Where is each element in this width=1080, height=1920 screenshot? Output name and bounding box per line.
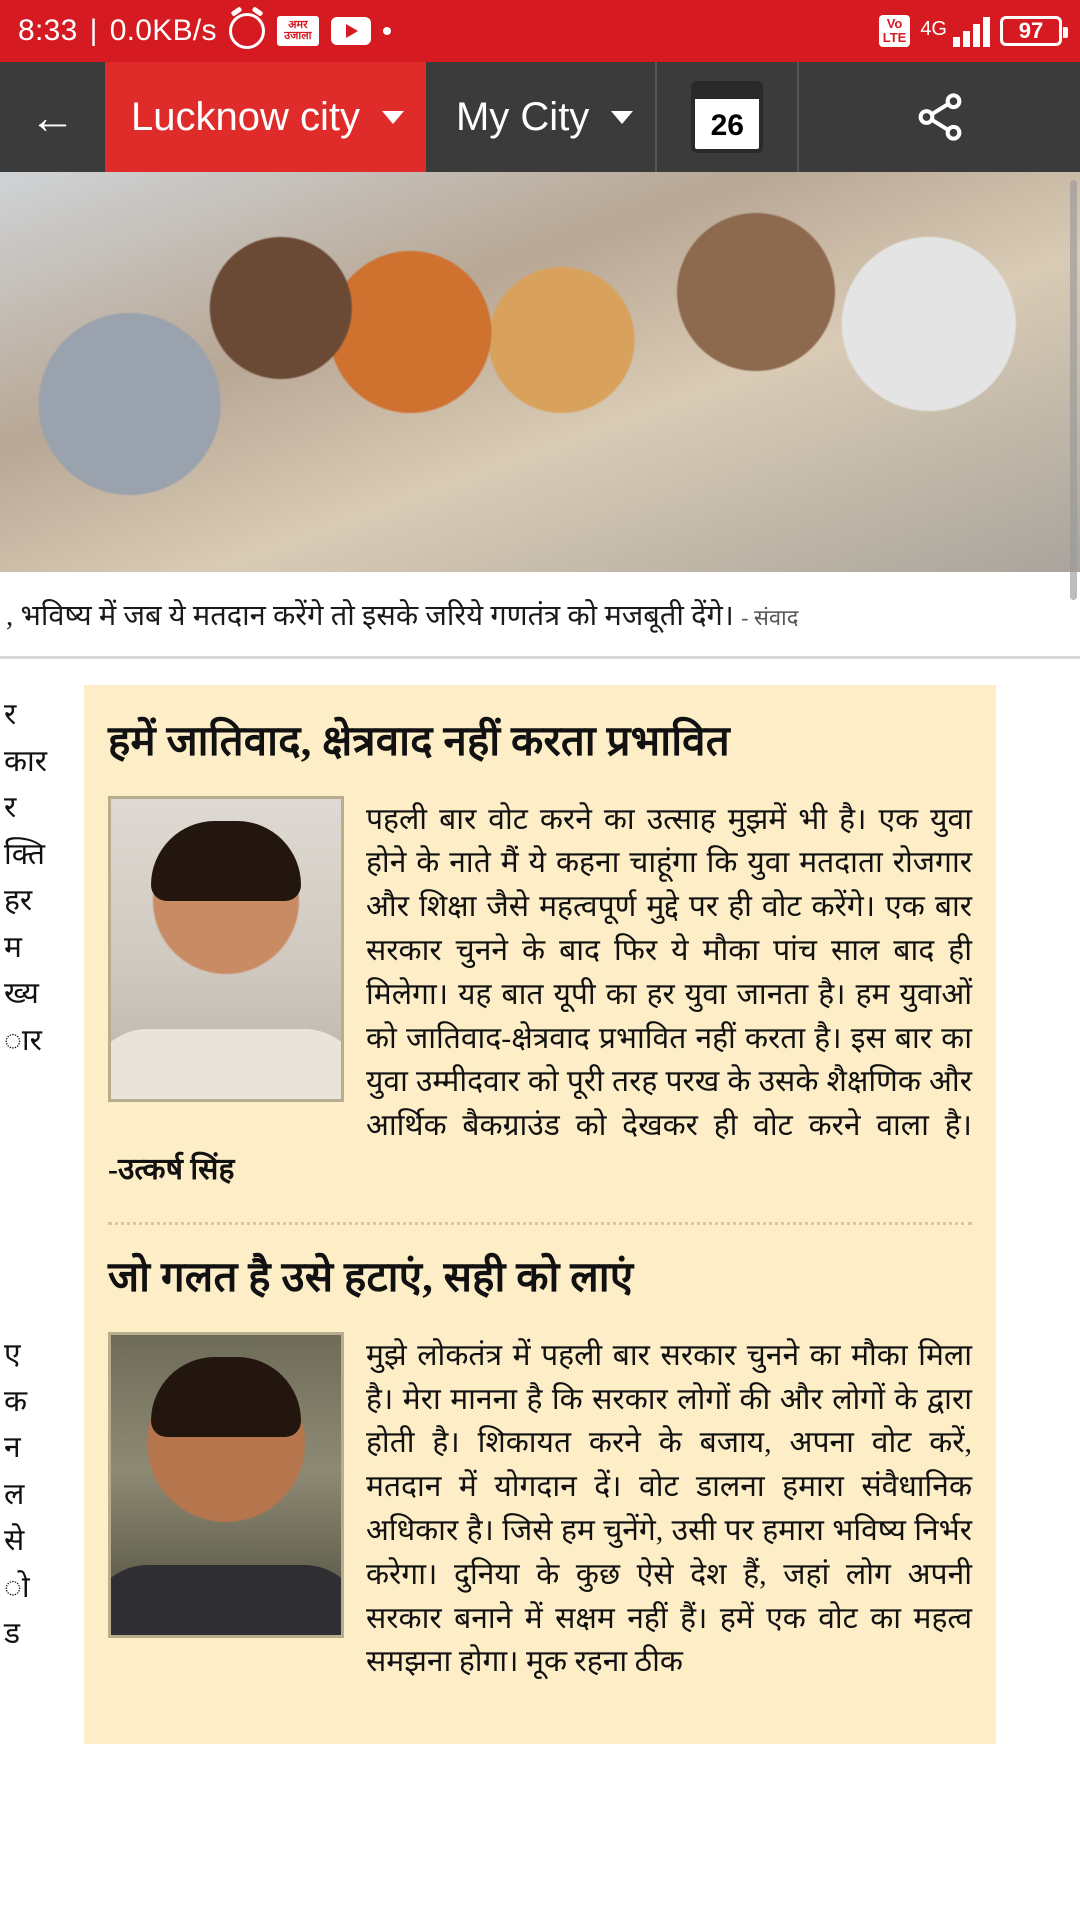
status-bar-right xyxy=(879,15,1062,47)
photo-caption xyxy=(0,572,1080,659)
bleed-line: ार xyxy=(4,1023,42,1057)
bleed-line: ड xyxy=(4,1617,21,1650)
my-city-selector[interactable] xyxy=(426,62,657,172)
article-scroll-view[interactable] xyxy=(0,172,1080,1920)
story-body-text: पहली बार वोट करने का उत्साह मुझमें भी है। एक युवा होने के नाते मैं ये कहना चाहूंगा कि युवा मतदाता रोजगार और शिक्षा जैसे महत्वपूर्ण मुद्दे पर ही वोट करेंगे। एक बार सरकार चुनने के बाद फिर ये मौका पांच साल बाद ही मिलेगा। यह बात यूपी का हर युवा जानता है। हम युवाओं को जातिवाद-क्षेत्रवाद प्रभावित नहीं करता है। इस बार का युवा उम्मीदवार को पूरी तरह परख के उसके शैक्षणिक और आर्थिक बैकग्राउंड को देखकर ही वोट करने वाला है। xyxy=(366,802,972,1143)
volte-top: Vo xyxy=(886,16,903,31)
bleed-line: ो xyxy=(4,1570,30,1604)
bleed-line: हर xyxy=(4,884,33,917)
calendar-icon xyxy=(691,81,763,153)
signal-bars-icon xyxy=(953,15,990,47)
amar-ujala-line2: उजाला xyxy=(284,30,312,42)
status-separator: | xyxy=(89,14,98,47)
back-button[interactable] xyxy=(0,62,105,172)
portrait-shoulders xyxy=(108,1565,344,1635)
story-byline: -उत्कर्ष सिंह xyxy=(108,1153,235,1187)
status-network-speed: 0.0KB/s xyxy=(109,14,217,47)
bleed-line: क xyxy=(4,1384,28,1418)
status-time: 8:33 xyxy=(18,14,78,47)
chevron-down-icon xyxy=(382,111,404,124)
vertical-scrollbar[interactable] xyxy=(1070,180,1077,600)
portrait-hair xyxy=(151,821,301,901)
battery-indicator xyxy=(1000,16,1062,46)
back-arrow-icon: ← xyxy=(29,91,76,143)
my-city-label: My City xyxy=(455,94,590,139)
volte-icon xyxy=(879,15,911,47)
bleed-line: ए xyxy=(4,1338,21,1371)
share-icon xyxy=(913,90,967,144)
amar-ujala-line1: अमर xyxy=(288,19,308,31)
bleed-line: र xyxy=(4,791,17,824)
bleed-line: ल xyxy=(4,1477,25,1511)
story-portrait xyxy=(108,1332,344,1638)
battery-percent: 97 xyxy=(1018,18,1044,43)
app-toolbar xyxy=(0,62,1080,172)
bleed-line: म xyxy=(4,930,22,964)
city-selector-label: Lucknow city xyxy=(131,94,360,139)
alarm-icon xyxy=(229,13,265,49)
share-button[interactable] xyxy=(799,62,1080,172)
bleed-line: ख्य xyxy=(4,977,39,1010)
status-bar-left xyxy=(18,13,879,49)
bleed-line: र xyxy=(4,698,17,731)
caption-text: , भविष्य में जब ये मतदान करेंगे तो इसके जरिये गणतंत्र को मजबूती देंगे। xyxy=(6,600,734,632)
story-headline: जो गलत है उसे हटाएं, सही को लाएं xyxy=(108,1254,634,1301)
left-bleed-column-upper xyxy=(0,692,78,1064)
story-body-text: मुझे लोकतंत्र में पहली बार सरकार चुनने का मौका मिला है। मेरा मानना है कि सरकार लोगों की और लोगों के द्वारा होती है। शिकायत करने के बजाय, अपना वोट करें, मतदान में योगदान दें। वोट डालना हमारा संवैधानिक अधिकार है। जिसे हम चुनेंगे, उसी पर हमारा भविष्य निर्भर करेगा। दुनिया के कुछ ऐसे देश हैं, जहां लोग अपनी सरकार बनाने में सक्षम नहीं हैं। हमें एक वोट का महत्व समझना होगा। मूक रहना ठीक xyxy=(366,1338,972,1679)
photo-background xyxy=(0,172,1080,572)
youtube-icon xyxy=(331,17,371,45)
volte-bottom: LTE xyxy=(882,30,907,45)
network-type-label: 4G xyxy=(920,18,947,40)
bleed-line: क्ति xyxy=(4,837,45,871)
portrait-hair xyxy=(151,1357,301,1437)
bleed-line: कार xyxy=(4,744,48,778)
article-photo xyxy=(0,172,1080,572)
dot-icon xyxy=(383,27,391,35)
status-bar xyxy=(0,0,1080,62)
story-divider xyxy=(108,1222,972,1225)
quotes-panel xyxy=(84,685,996,1745)
story-headline: हमें जातिवाद, क्षेत्रवाद नहीं करता प्रभावित xyxy=(108,718,730,765)
city-selector[interactable] xyxy=(105,62,426,172)
portrait-shoulders xyxy=(108,1029,344,1099)
left-bleed-column-lower xyxy=(0,1332,78,1658)
caption-source: - संवाद xyxy=(741,605,799,630)
story-portrait xyxy=(108,796,344,1102)
bleed-line: से xyxy=(4,1524,25,1557)
date-picker-button[interactable] xyxy=(657,62,799,172)
bleed-line: न xyxy=(4,1431,21,1464)
calendar-date-label: 26 xyxy=(710,109,744,142)
amar-ujala-icon xyxy=(277,16,319,46)
chevron-down-icon xyxy=(611,111,633,124)
